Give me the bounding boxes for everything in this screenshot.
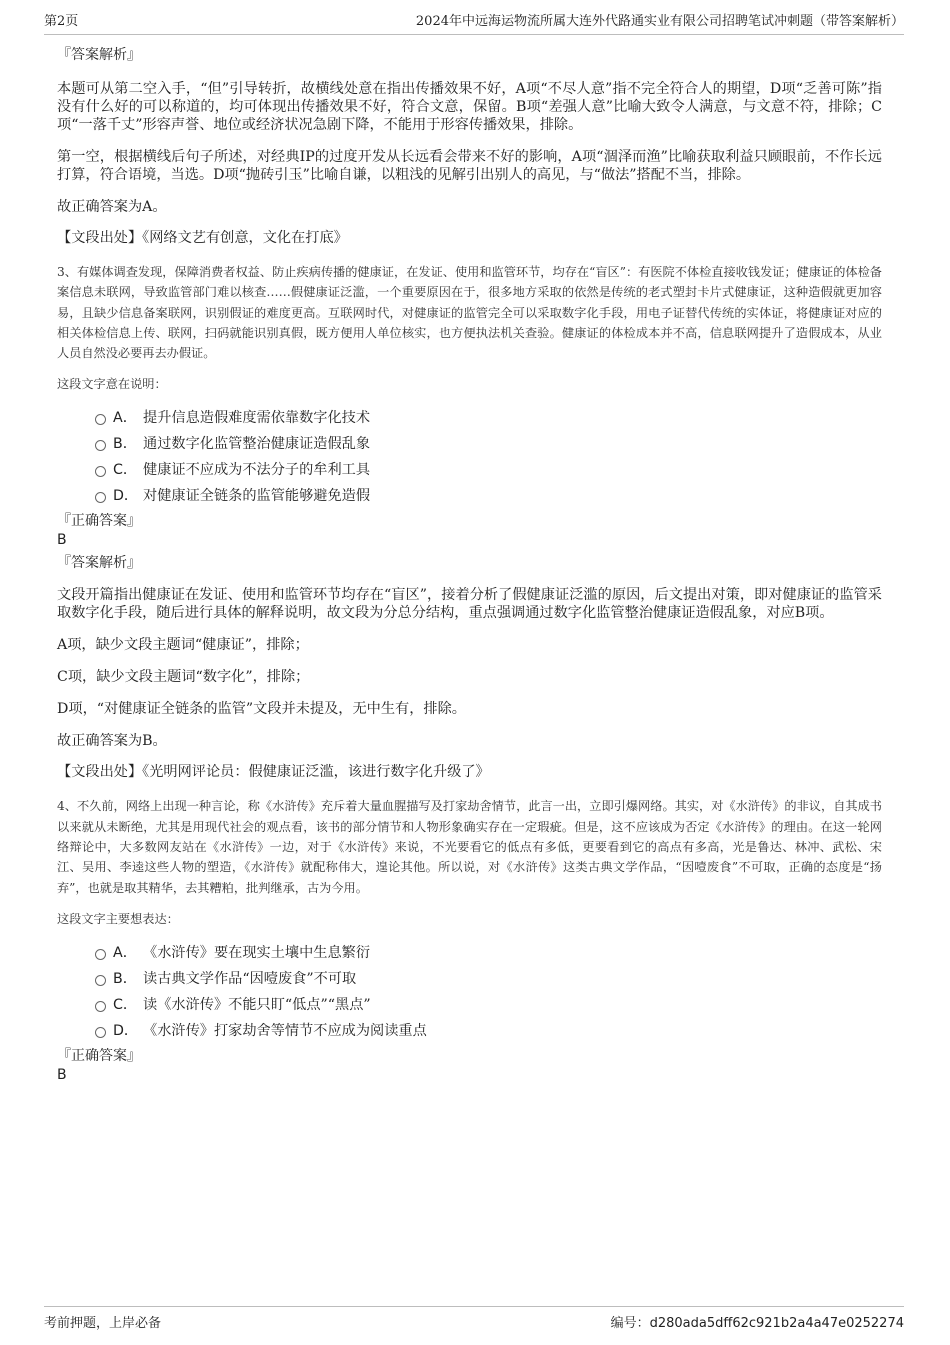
option-letter: A． [113, 944, 137, 961]
footer-slogan: 考前押题，上岸必备 [44, 1316, 162, 1331]
q3-options [57, 405, 882, 509]
document-body [57, 45, 882, 1084]
document-id-label: 编号： [610, 1316, 650, 1331]
q3-answer-label: 『正确答案』 [57, 513, 141, 530]
q3-option-d[interactable] [57, 483, 882, 509]
q3-analysis-option-d: D项，“对健康证全链条的监管”文段并未提及，无中生有，排除。 [57, 701, 466, 718]
page-header [44, 12, 904, 35]
q4-stem: 4、不久前，网络上出现一种言论，称《水浒传》充斥着大量血腥描写及打家劫舍情节，此言一出，立即引爆网络。其实，对《水浒传》的非议，自其成书以来就从未断绝，尤其是用现代社会的观点看，该书的部分情节和人物形象确实存在一定瑕疵。但是，这不应该成为否定《水浒传》的理由。在这一轮网络辩论中，大多数网友站在《水浒传》一边，对于《水浒传》来说，不光要看它的低点有多低，更要看到它的高点有多高，光是鲁达、林冲、武松、宋江、吴用、李逵这些人物的塑造，《水浒传》就配称伟大，遑论其他。所以说，对《水浒传》这类古典文学作品，“因噎废食”不可取，正确的态度是“扬弃”，也就是取其精华，去其糟粕，批判继承，古为今用。 [57, 799, 882, 895]
q4-option-c[interactable] [57, 992, 882, 1018]
q3-analysis-paragraph: 文段开篇指出健康证在发证、使用和监管环节均存在“盲区”，接着分析了假健康证泛滥的原因，后文提出对策，即对健康证的监管采取数字化手段，随后进行具体的解释说明，故文段为分总分结构，重点强调通过数字化监管整治健康证造假乱象，对应B项。 [57, 587, 882, 622]
option-text: 通过数字化监管整治健康证造假乱象 [143, 436, 371, 453]
option-letter: D． [113, 1022, 139, 1039]
q4-option-d[interactable] [57, 1018, 882, 1044]
q3-answer: B [57, 532, 67, 549]
q2-analysis-label: 『答案解析』 [57, 47, 141, 63]
option-text: 读《水浒传》不能只盯“低点”“黑点” [143, 996, 371, 1013]
q4-prompt: 这段文字主要想表达： [57, 911, 179, 926]
radio-icon[interactable] [95, 440, 106, 451]
page-number: 第2页 [44, 14, 79, 29]
radio-icon[interactable] [95, 466, 106, 477]
page-footer [44, 1306, 904, 1331]
option-letter: B． [113, 436, 137, 453]
radio-icon[interactable] [95, 1001, 106, 1012]
option-text: 提升信息造假难度需依靠数字化技术 [143, 410, 371, 427]
document-title: 2024年中远海运物流所属大连外代路通实业有限公司招聘笔试冲刺题（带答案解析） [415, 14, 904, 29]
q2-source: 【文段出处】《网络文艺有创意，文化在打底》 [57, 230, 348, 246]
q3-stem: 3、有媒体调查发现，保障消费者权益、防止疾病传播的健康证，在发证、使用和监管环节，均存在“盲区”：有医院不体检直接收钱发证；健康证的体检备案信息未联网，导致监管部门难以核查……假健康证泛滥，一个重要原因在于，很多地方采取的依然是传统的老式塑封卡片式健康证，这种造假就更加容易，且缺少信息备案联网，识别假证的难度更高。互联网时代，对健康证的监管完全可以采取数字化手段，用电子证替代传统的实体证，将健康证对应的相关体检信息上传、联网，扫码就能识别真假，既方便用人单位核实，也方便执法机关查验。健康证的体检成本并不高，信息联网提升了造假成本，从业人员自然没必要再去办假证。 [57, 265, 882, 361]
q2-analysis-paragraph-1: 本题可从第二空入手，“但”引导转折，故横线处意在指出传播效果不好，A项“不尽人意”指不完全符合人的期望，D项“乏善可陈”指没有什么好的可以称道的，均可体现出传播效果不好，符合文意，保留。B项“差强人意”比喻大致令人满意，与文意不符，排除；C项“一落千丈”形容声誉、地位或经济状况急剧下降，不能用于形容传播效果，排除。 [57, 81, 882, 133]
document-id-value: d280ada5dff62c921b2a4a47e0252274 [649, 1316, 904, 1331]
document-id [611, 1312, 904, 1336]
option-letter: A． [113, 410, 137, 427]
radio-icon[interactable] [95, 975, 106, 986]
q3-prompt: 这段文字意在说明： [57, 377, 167, 392]
option-letter: C． [113, 996, 138, 1013]
option-text: 对健康证全链条的监管能够避免造假 [143, 488, 371, 505]
q3-source: 【文段出处】《光明网评论员：假健康证泛滥，该进行数字化升级了》 [57, 764, 490, 781]
q3-analysis-label: 『答案解析』 [57, 555, 141, 572]
q4-options [57, 940, 882, 1044]
q4-option-b[interactable] [57, 966, 882, 992]
option-letter: B． [113, 970, 137, 987]
option-text: 《水浒传》要在现实土壤中生息繁衍 [143, 944, 371, 961]
radio-icon[interactable] [95, 1027, 106, 1038]
q2-conclusion: 故正确答案为A。 [57, 199, 167, 215]
q3-analysis-option-c: C项，缺少文段主题词“数字化”，排除； [57, 669, 310, 686]
option-text: 读古典文学作品“因噎废食”不可取 [143, 970, 357, 987]
q4-answer-label: 『正确答案』 [57, 1047, 141, 1064]
option-letter: D． [113, 488, 139, 505]
radio-icon[interactable] [95, 949, 106, 960]
q2-analysis-paragraph-2: 第一空，根据横线后句子所述，对经典IP的过度开发从长远看会带来不好的影响，A项“涸泽而渔”比喻获取利益只顾眼前，不作长远打算，符合语境，当选。D项“抛砖引玉”比喻自谦，以粗浅的见解引出别人的高见，与“做法”搭配不当，排除。 [57, 149, 882, 183]
radio-icon[interactable] [95, 492, 106, 503]
q4-option-a[interactable] [57, 940, 882, 966]
q3-option-a[interactable] [57, 405, 882, 431]
option-letter: C． [113, 462, 138, 479]
q3-option-b[interactable] [57, 431, 882, 457]
q4-answer: B [57, 1066, 67, 1083]
radio-icon[interactable] [95, 414, 106, 425]
option-text: 《水浒传》打家劫舍等情节不应成为阅读重点 [143, 1022, 427, 1039]
q3-option-c[interactable] [57, 457, 882, 483]
q3-conclusion: 故正确答案为B。 [57, 733, 167, 750]
q3-analysis-option-a: A项，缺少文段主题词“健康证”，排除； [57, 637, 309, 654]
option-text: 健康证不应成为不法分子的牟利工具 [143, 462, 371, 479]
